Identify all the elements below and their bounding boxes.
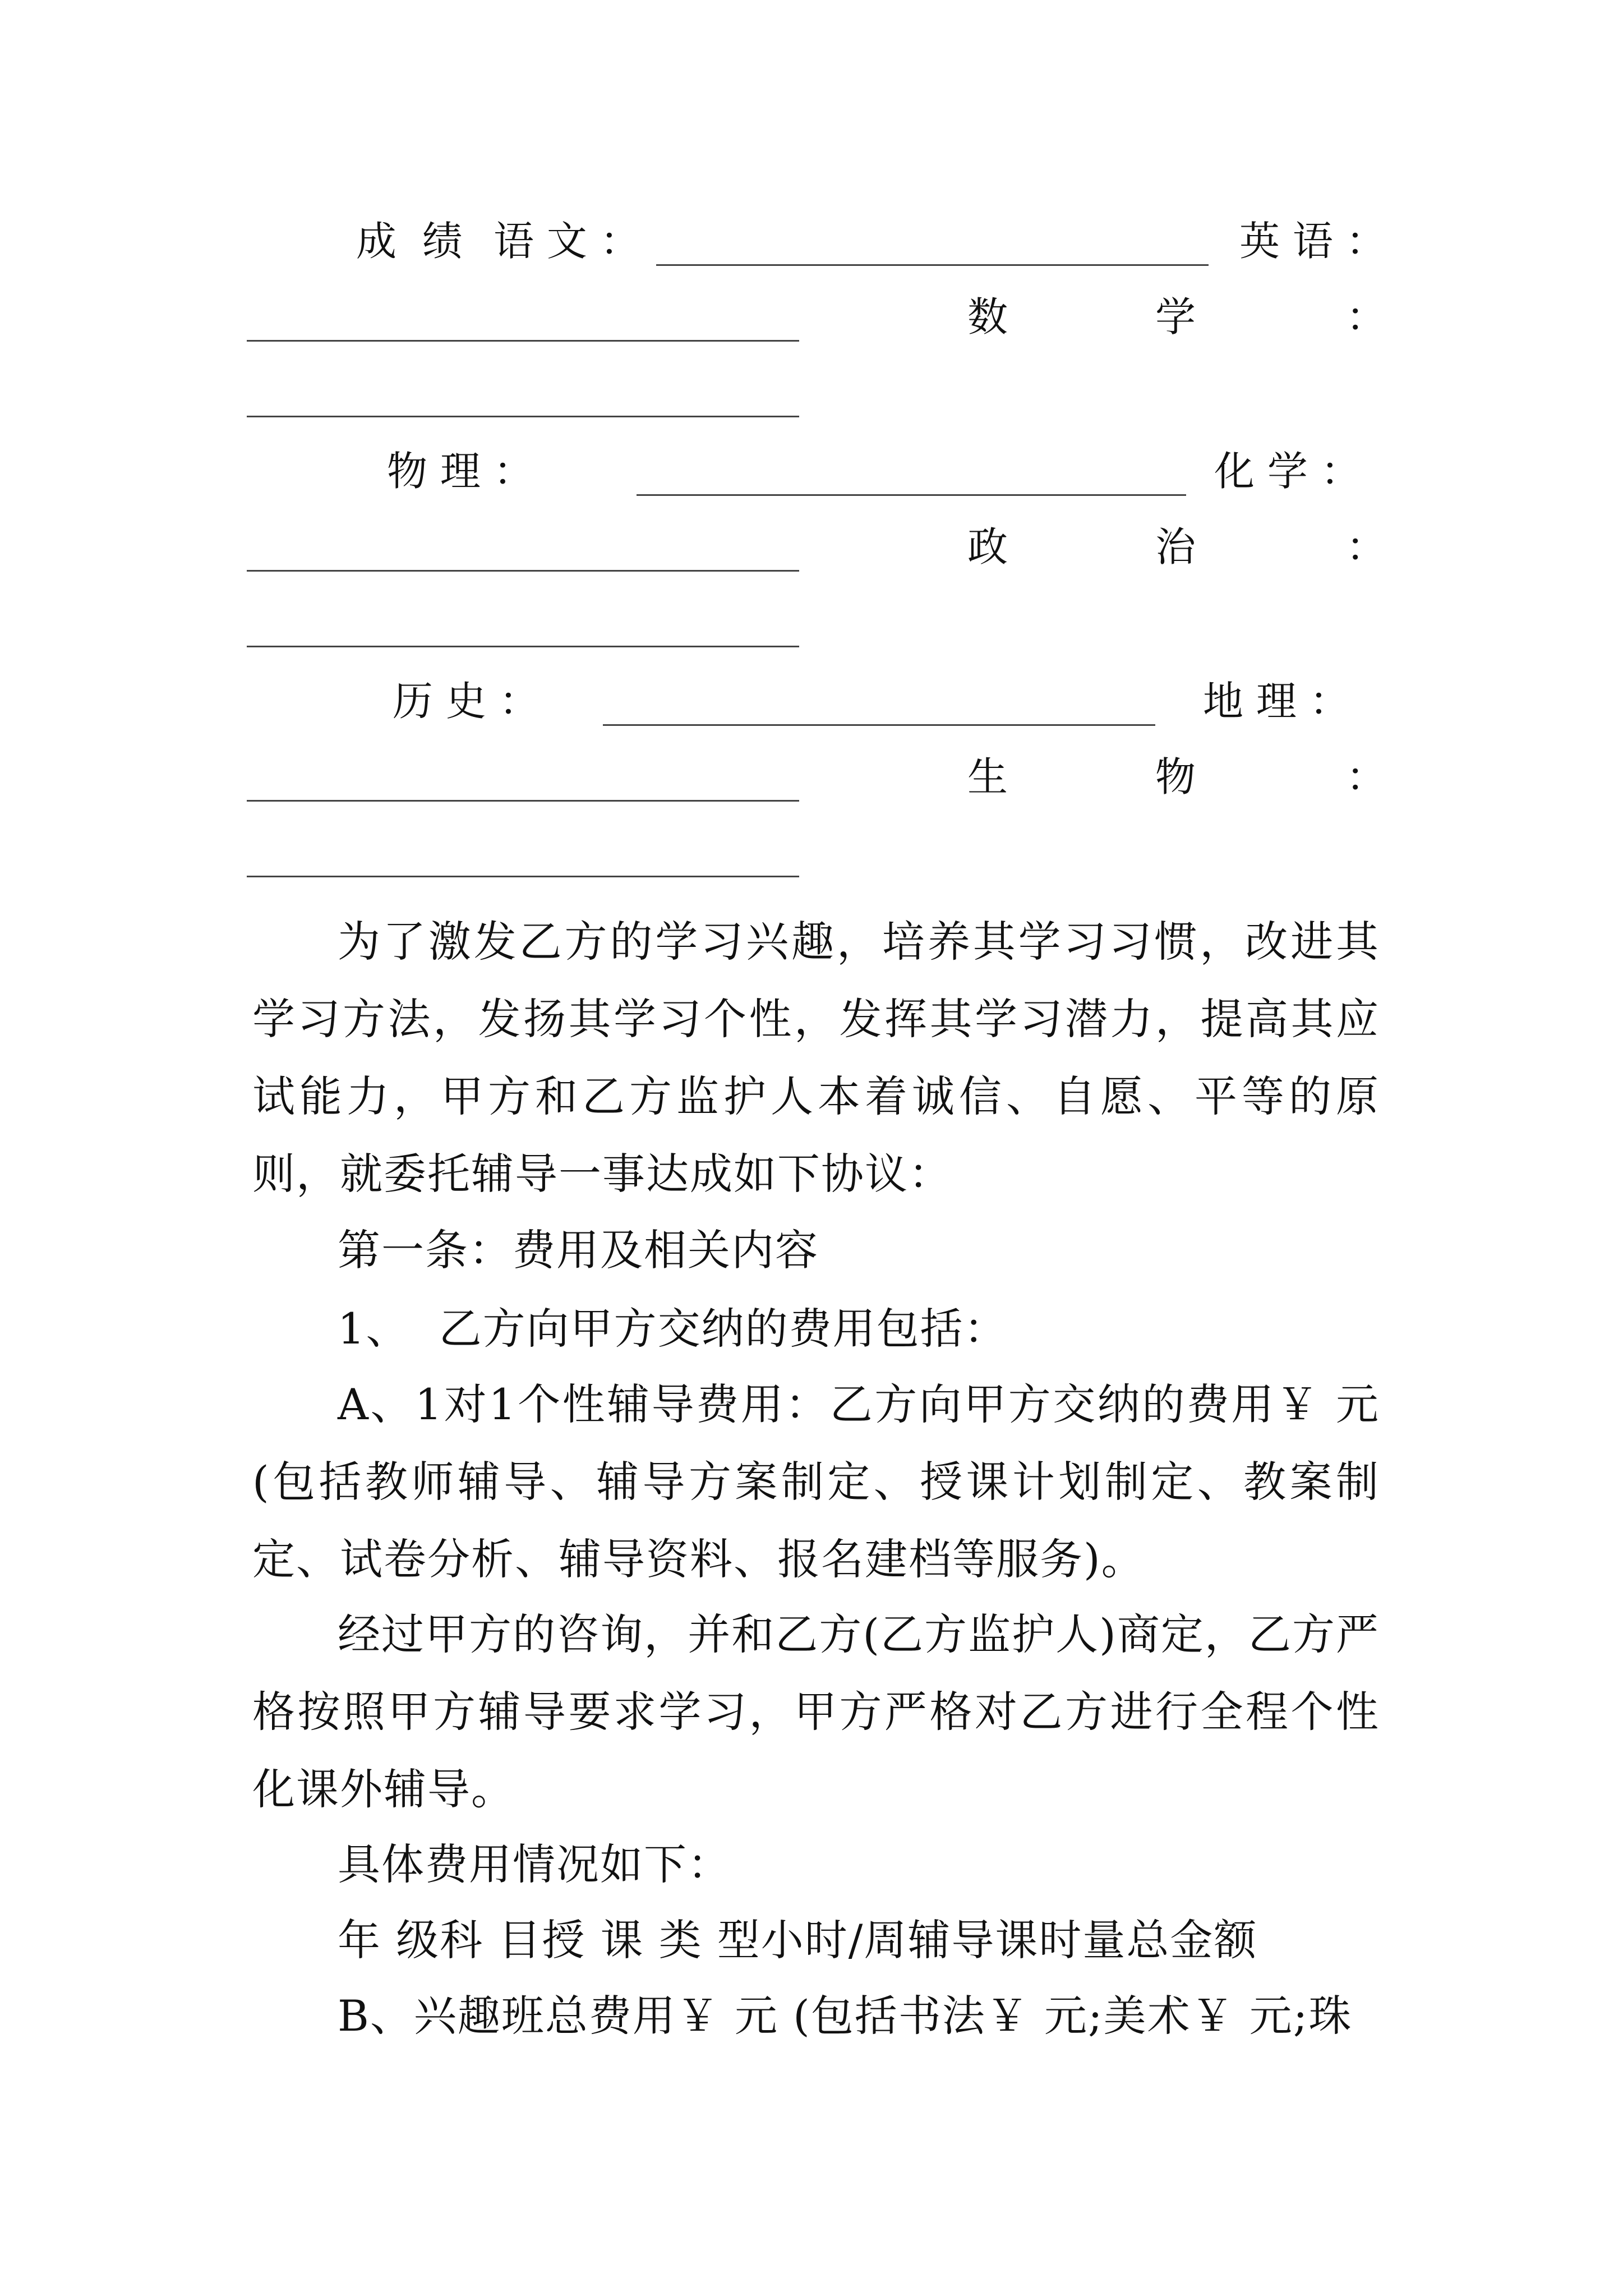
politics-colon: ： xyxy=(1346,523,1387,570)
physics-label: 物 理 ： xyxy=(387,448,534,495)
geography-label: 地 理 ： xyxy=(1203,678,1350,725)
score-row-history-geography xyxy=(0,670,1623,738)
score-row-politics-blank xyxy=(0,592,1623,659)
score-row-chemistry-politics xyxy=(0,516,1623,583)
biology-label-part2: 物 xyxy=(1155,753,1196,800)
chinese-score-field[interactable] xyxy=(656,264,1209,266)
biology-score-field[interactable] xyxy=(247,876,799,877)
chemistry-label: 化 学 ： xyxy=(1214,448,1361,495)
math-label-part2: 学 xyxy=(1155,293,1196,341)
history-label: 历 史 ： xyxy=(393,678,540,725)
fee-table-header: 年 级科 目授 课 类 型小时/周辅导课时量总金额 xyxy=(338,1915,1258,1965)
fee-detail-heading: 具体费用情况如下： xyxy=(338,1839,731,1889)
item-a-paragraph: A、1对1个性辅导费用：乙方向甲方交纳的费用￥ 元(包括教师辅导、辅导方案制定、授课计划制定、教案制定、试卷分析、辅导资料、报名建档等服务)。 xyxy=(252,1379,1380,1584)
item-1: 1、 乙方向甲方交纳的费用包括： xyxy=(338,1304,1008,1354)
math-label-part1: 数 xyxy=(967,293,1008,341)
politics-label-part2: 治 xyxy=(1155,523,1196,570)
grades-label: 成 绩 xyxy=(356,218,463,265)
score-row-physics-chemistry xyxy=(0,440,1623,508)
english-label: 英 语 ： xyxy=(1239,218,1386,265)
chinese-label: 语 文 ： xyxy=(494,218,640,265)
chemistry-score-field[interactable] xyxy=(247,570,799,572)
score-row-chinese-english xyxy=(0,210,1623,278)
score-row-biology-blank xyxy=(0,822,1623,889)
score-row-geography-biology xyxy=(0,746,1623,813)
math-colon: ： xyxy=(1346,293,1387,341)
intro-paragraph: 为了激发乙方的学习兴趣，培养其学习习惯，改进其学习方法，发扬其学习个性，发挥其学习潜力，提高其应试能力，甲方和乙方监护人本着诚信、自愿、平等的原则，就委托辅导一事达成如下协议： xyxy=(252,917,1380,1199)
english-score-field[interactable] xyxy=(247,340,799,342)
geography-score-field[interactable] xyxy=(247,800,799,802)
score-row-math-blank xyxy=(0,362,1623,429)
politics-score-field[interactable] xyxy=(247,646,799,647)
consult-paragraph: 经过甲方的咨询，并和乙方(乙方监护人)商定，乙方严格按照甲方辅导要求学习，甲方严格对乙方进行全程个性化课外辅导。 xyxy=(252,1609,1380,1814)
item-b-line: B、兴趣班总费用￥ 元 (包括书法￥ 元;美术￥ 元;珠 xyxy=(338,1991,1353,2041)
biology-label-part1: 生 xyxy=(967,753,1008,800)
math-score-field[interactable] xyxy=(247,416,799,417)
score-row-english-math xyxy=(0,286,1623,353)
physics-score-field[interactable] xyxy=(637,494,1186,496)
biology-colon: ： xyxy=(1346,753,1387,800)
history-score-field[interactable] xyxy=(603,724,1155,726)
politics-label-part1: 政 xyxy=(967,523,1008,570)
article-1-heading: 第一条：费用及相关内容 xyxy=(338,1225,819,1275)
